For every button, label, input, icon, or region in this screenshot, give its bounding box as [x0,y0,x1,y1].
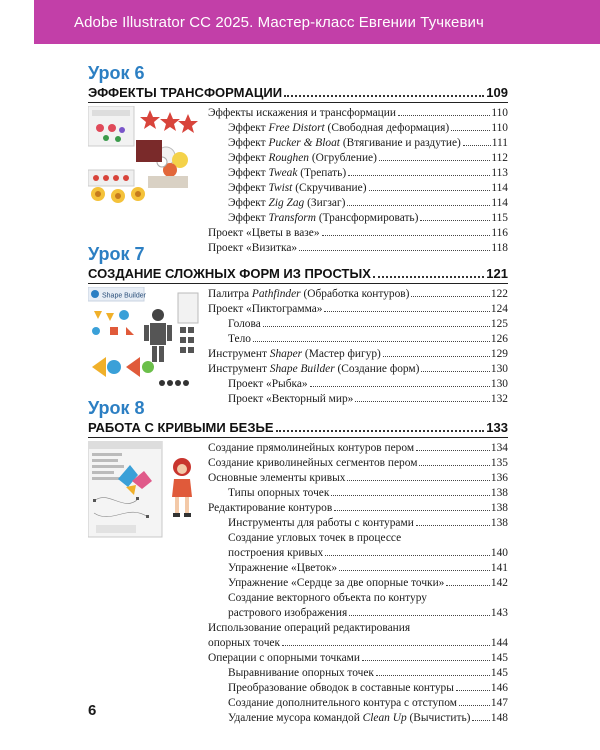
toc-entry[interactable]: Эффект Twist (Скручивание) 114 [228,182,508,194]
toc-entry[interactable]: растрового изображения 143 [228,607,508,619]
toc-entry[interactable]: Эффект Pucker & Bloat (Втягивание и раздутие) 111 [228,137,508,149]
bezier-illustration [88,441,200,553]
chapter-page: 133 [486,420,508,435]
flowers-illustration [88,106,200,218]
chapter-title: СОЗДАНИЕ СЛОЖНЫХ ФОРМ ИЗ ПРОСТЫХ [88,266,371,281]
lesson-7-label: Урок 7 [88,244,145,264]
lesson-8-chapter[interactable] [88,420,508,438]
toc-entry[interactable]: Операции с опорными точками 145 [208,652,508,664]
toc-entry[interactable]: Тело 126 [228,333,508,345]
chapter-title: РАБОТА С КРИВЫМИ БЕЗЬЕ [88,420,274,435]
lesson-6-label: Урок 6 [88,63,145,83]
toc-entry[interactable]: Использование операций редактирования [208,622,411,634]
toc-entry[interactable]: построения кривых 140 [228,547,508,559]
lesson-6-chapter[interactable] [88,85,508,103]
lesson-6-entries [208,106,508,256]
toc-entry[interactable]: Типы опорных точек 138 [228,487,508,499]
toc-entry[interactable]: Инструмент Shape Builder (Создание форм) 130 [208,363,508,375]
leader-dots [284,95,484,97]
toc-entry[interactable]: Эффект Tweak (Трепать) 113 [228,167,508,179]
lesson-8-entries [208,441,508,726]
toc-entry[interactable]: Эффект Free Distort (Свободная деформация) 110 [228,122,508,134]
chapter-page: 121 [486,266,508,281]
book-title: Adobe Illustrator CC 2025. Мастер-класс Евгении Тучкевич [74,13,484,31]
toc-entry[interactable]: Основные элементы кривых 136 [208,472,508,484]
toc-entry[interactable]: Упражнение «Цветок» 141 [228,562,508,574]
toc-entry[interactable]: Преобразование обводок в составные контуры 146 [228,682,508,694]
toc-entry[interactable]: Проект «Визитка» 118 [208,242,508,254]
toc-entry[interactable]: Выравнивание опорных точек 145 [228,667,508,679]
toc-entry[interactable]: Эффект Zig Zag (Зигзаг) 114 [228,197,508,209]
toc-entry[interactable]: Инструменты для работы с контурами 138 [228,517,508,529]
leader-dots [373,276,484,278]
toc-entry[interactable]: Проект «Пиктограмма» 124 [208,303,508,315]
toc-entry[interactable]: Эффект Transform (Трансформировать) 115 [228,212,508,224]
lesson-7-chapter[interactable] [88,266,508,284]
toc-entry[interactable]: опорных точек 144 [208,637,508,649]
toc-entry[interactable]: Эффекты искажения и трансформации 110 [208,107,508,119]
page-number: 6 [88,702,97,719]
toc-entry[interactable]: Создание прямолинейных контуров пером 134 [208,442,508,454]
toc-entry[interactable]: Палитра Pathfinder (Обработка контуров) 122 [208,288,508,300]
shape-builder-illustration [88,287,200,399]
toc-entry[interactable]: Проект «Векторный мир» 132 [228,393,508,405]
lesson-7-thumbnail [88,287,200,399]
toc-entry[interactable]: Голова 125 [228,318,508,330]
toc-entry[interactable]: Проект «Цветы в вазе» 116 [208,227,508,239]
toc-entry[interactable]: Инструмент Shaper (Мастер фигур) 129 [208,348,508,360]
toc-entry[interactable]: Создание дополнительного контура с отступом 147 [228,697,508,709]
thumb-caption: Shape Builder [102,292,146,300]
toc-entry[interactable]: Создание криволинейных сегментов пером 135 [208,457,508,469]
lesson-6-thumbnail [88,106,200,218]
toc-entry[interactable]: Редактирование контуров 138 [208,502,508,514]
lesson-7-entries [208,287,508,407]
chapter-title: ЭФФЕКТЫ ТРАНСФОРМАЦИИ [88,85,283,100]
header-bar [34,0,600,44]
toc-entry[interactable]: Проект «Рыбка» 130 [228,378,508,390]
leader-dots [276,430,485,432]
lesson-7-section [88,243,508,405]
toc-entry[interactable]: Создание угловых точек в процессе [228,532,402,544]
lesson-8-section [88,397,508,724]
toc-entry[interactable]: Эффект Roughen (Огрубление) 112 [228,152,508,164]
toc-entry[interactable]: Удаление мусора командой Clean Up (Вычистить) 148 [228,712,508,724]
toc-entry[interactable]: Создание векторного объекта по контуру [228,592,427,604]
chapter-page: 109 [486,85,508,100]
lesson-8-label: Урок 8 [88,398,145,418]
lesson-8-thumbnail [88,441,200,553]
toc-entry[interactable]: Упражнение «Сердце за две опорные точки» 142 [228,577,508,589]
